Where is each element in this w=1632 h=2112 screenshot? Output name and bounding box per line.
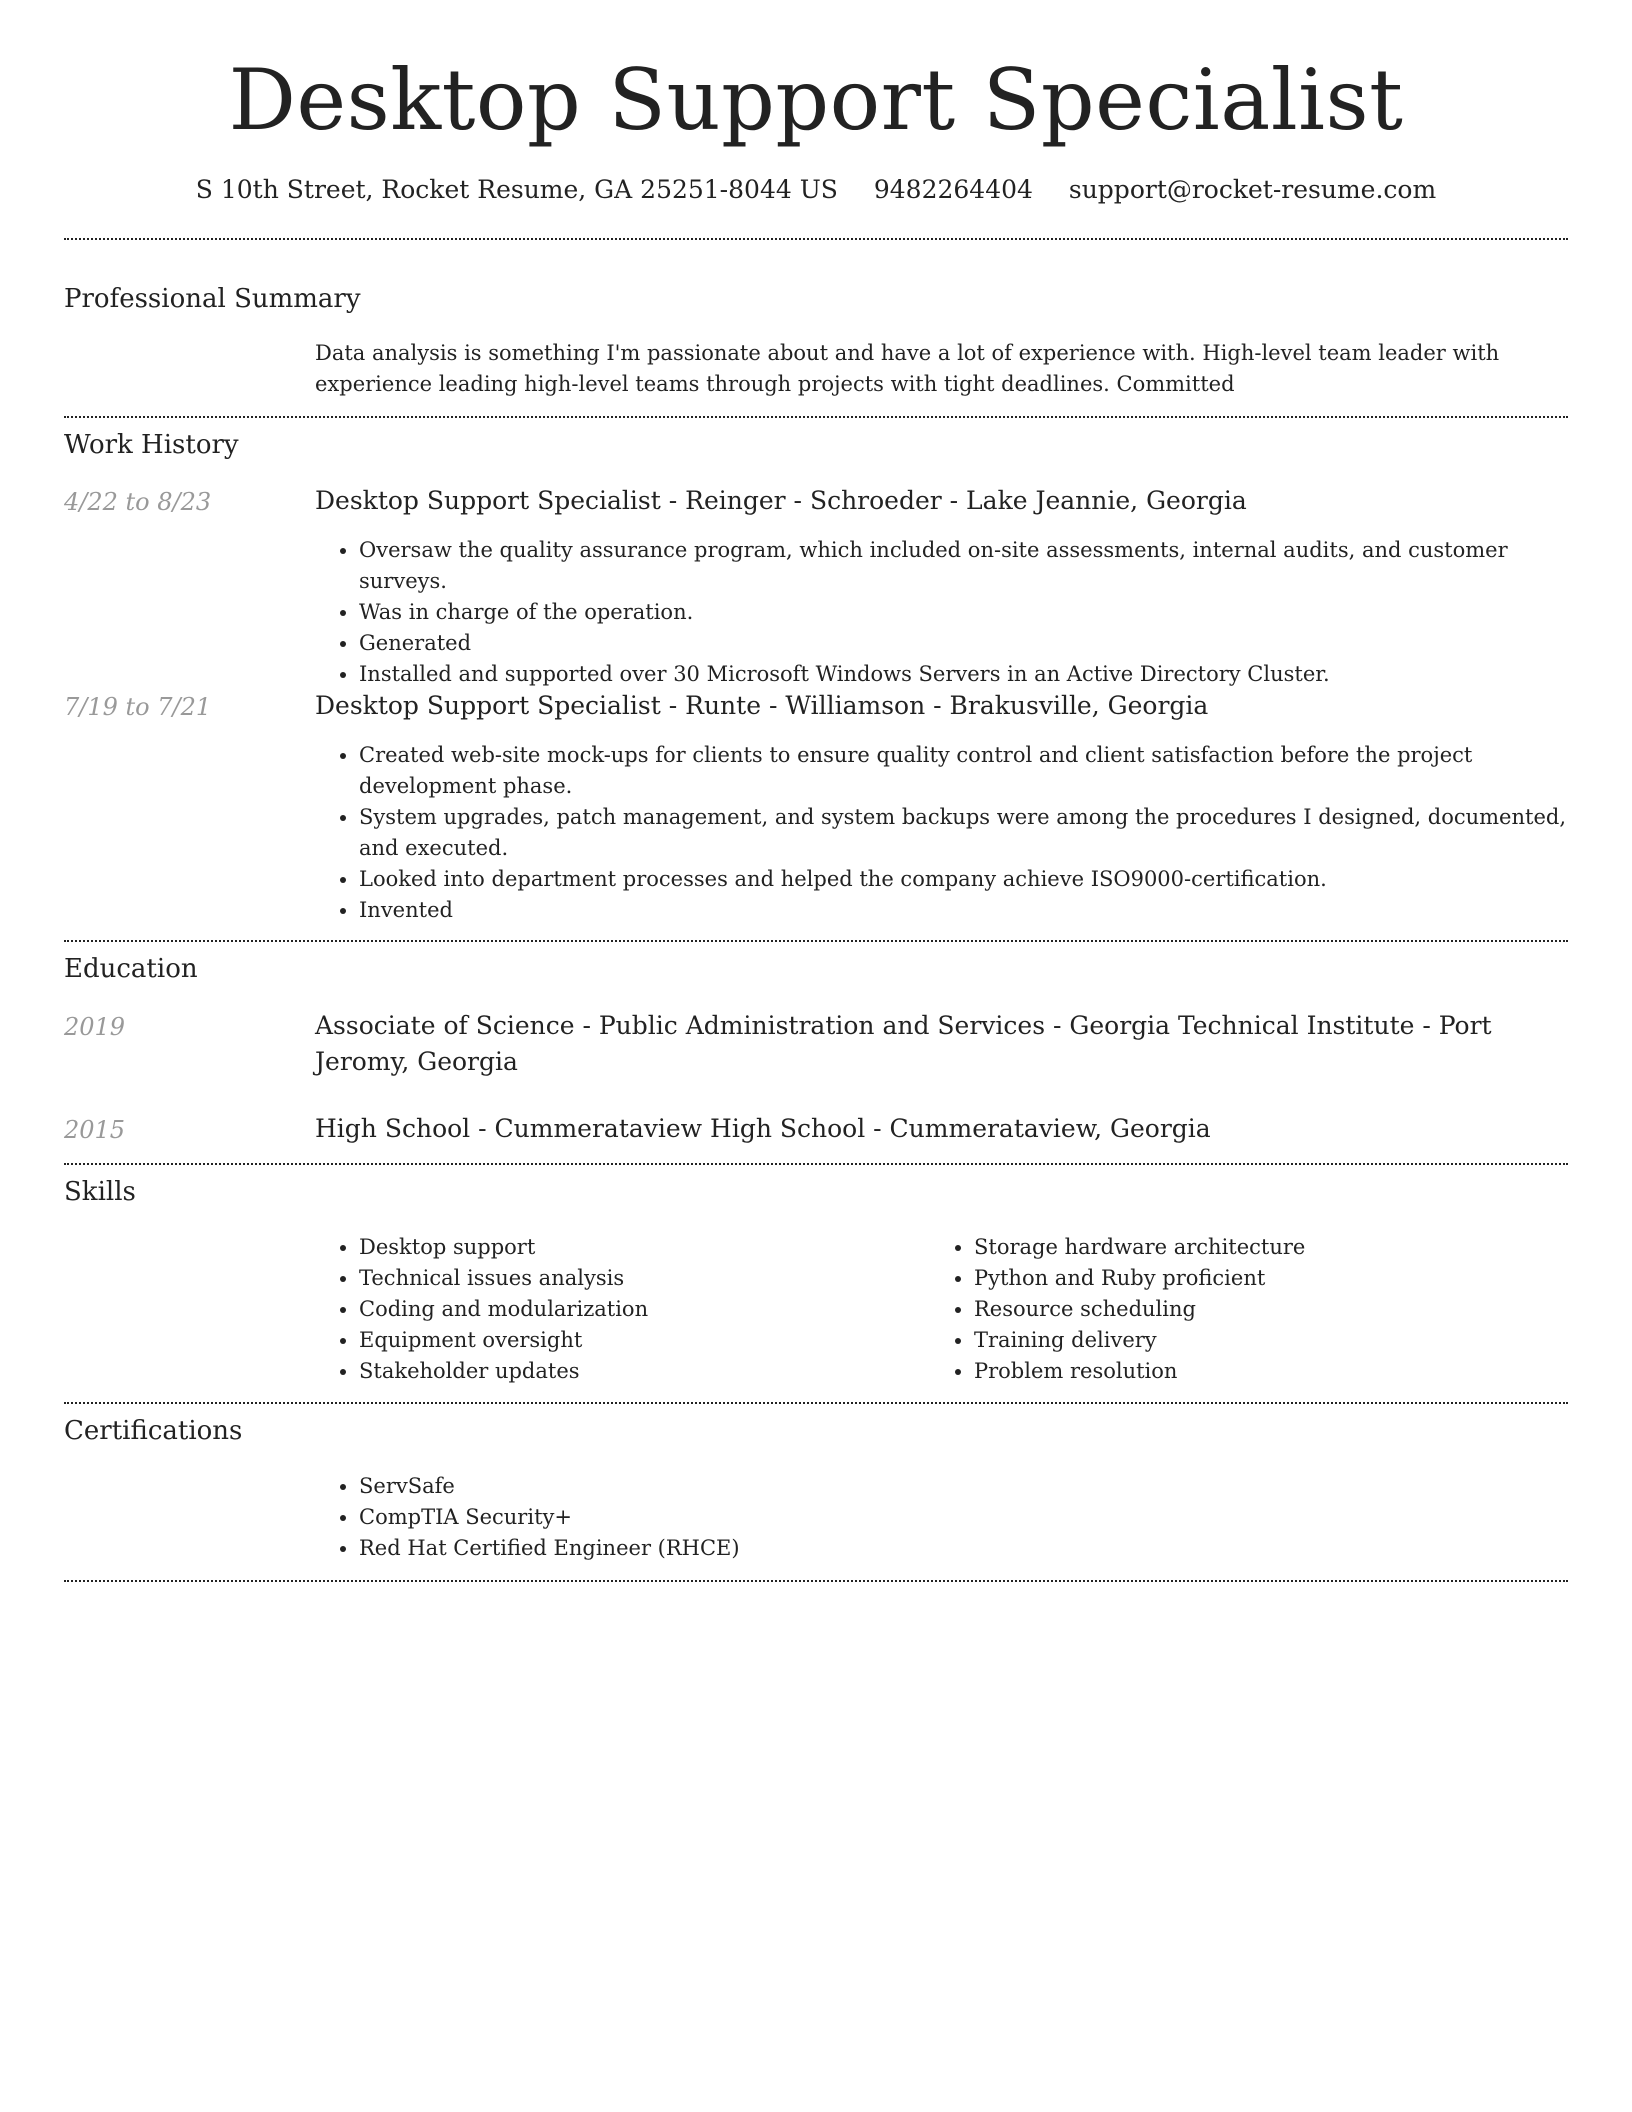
list-item: • Looked into department processes and helped the company achieve ISO9000-certification.	[359, 864, 1568, 895]
education-degree: High School	[315, 1114, 471, 1143]
skill-item: • Training delivery	[974, 1325, 1530, 1356]
skill-item: • Coding and modularization	[359, 1294, 915, 1325]
certification-item: • CompTIA Security+	[359, 1502, 1568, 1533]
candidate-name: Desktop Support Specialist	[228, 51, 1404, 149]
skill-item: • Stakeholder updates	[359, 1356, 915, 1387]
section-title-summary: Professional Summary	[64, 284, 361, 314]
list-item: • Generated	[359, 628, 1568, 659]
skills-list-left	[315, 1232, 915, 1387]
resume-header	[0, 0, 1632, 208]
list-item: • System upgrades, patch management, and system backups were among the procedures I designed, documented, and executed.	[359, 802, 1568, 864]
job-heading	[315, 688, 1568, 724]
section-title-work-history: Work History	[64, 430, 239, 460]
job-dates: 4/22 to 8/23	[64, 488, 212, 516]
skill-item: • Problem resolution	[974, 1356, 1530, 1387]
education-year: 2019	[64, 1013, 126, 1041]
list-item: • Installed and supported over 30 Microsoft Windows Servers in an Active Directory Cluster.	[359, 659, 1568, 690]
email-text: support@rocket-resume.com	[1068, 175, 1437, 204]
job-details: - Runte - Williamson - Brakusville, Georgia	[660, 691, 1209, 720]
section-title-skills: Skills	[64, 1177, 136, 1207]
education-heading	[315, 1111, 1568, 1147]
skill-item: • Equipment oversight	[359, 1325, 915, 1356]
certification-item: • Red Hat Certified Engineer (RHCE)	[359, 1533, 1568, 1564]
divider	[64, 1163, 1568, 1165]
skill-item: • Technical issues analysis	[359, 1263, 915, 1294]
skill-item: • Resource scheduling	[974, 1294, 1530, 1325]
job-dates: 7/19 to 7/21	[64, 693, 212, 721]
job-bullets	[315, 740, 1568, 926]
contact-line	[0, 172, 1632, 208]
list-item: • Was in charge of the operation.	[359, 597, 1568, 628]
job-role: Desktop Support Specialist	[315, 691, 661, 720]
education-year: 2015	[64, 1116, 126, 1144]
job-details: - Reinger - Schroeder - Lake Jeannie, Georgia	[660, 486, 1247, 515]
divider	[64, 238, 1568, 240]
certifications-list	[315, 1471, 1568, 1564]
address-text: S 10th Street, Rocket Resume, GA 25251-8044 US	[195, 175, 838, 204]
skill-item: • Desktop support	[359, 1232, 915, 1263]
skill-item: • Storage hardware architecture	[974, 1232, 1530, 1263]
summary-text: Data analysis is something I'm passionate about and have a lot of experience with. High-level team leader with experience leading high-level teams through projects with tight deadlines. Committed	[315, 341, 1500, 396]
phone-text: 9482264404	[873, 175, 1033, 204]
education-degree: Associate of Science - Public Administration and Services	[315, 1011, 1046, 1040]
list-item: • Oversaw the quality assurance program, which included on-site assessments, internal audits, and customer surveys.	[359, 535, 1568, 597]
job-bullets	[315, 535, 1568, 690]
list-item: • Created web-site mock-ups for clients to ensure quality control and client satisfaction before the project development phase.	[359, 740, 1568, 802]
certification-item: • ServSafe	[359, 1471, 1568, 1502]
list-item: • Invented	[359, 895, 1568, 926]
skill-item: • Python and Ruby proficient	[974, 1263, 1530, 1294]
divider	[64, 416, 1568, 418]
job-role: Desktop Support Specialist	[315, 486, 661, 515]
section-title-education: Education	[64, 954, 198, 984]
job-heading	[315, 483, 1568, 519]
divider	[64, 940, 1568, 942]
section-title-certifications: Certifications	[64, 1416, 243, 1446]
divider	[64, 1402, 1568, 1404]
education-details: - Cummerataview High School - Cummerataview, Georgia	[470, 1114, 1211, 1143]
divider	[64, 1580, 1568, 1582]
skills-list-right	[930, 1232, 1530, 1387]
education-details: - Georgia Technical Institute - Port Jeromy, Georgia	[315, 1011, 1492, 1076]
education-heading	[315, 1008, 1568, 1080]
